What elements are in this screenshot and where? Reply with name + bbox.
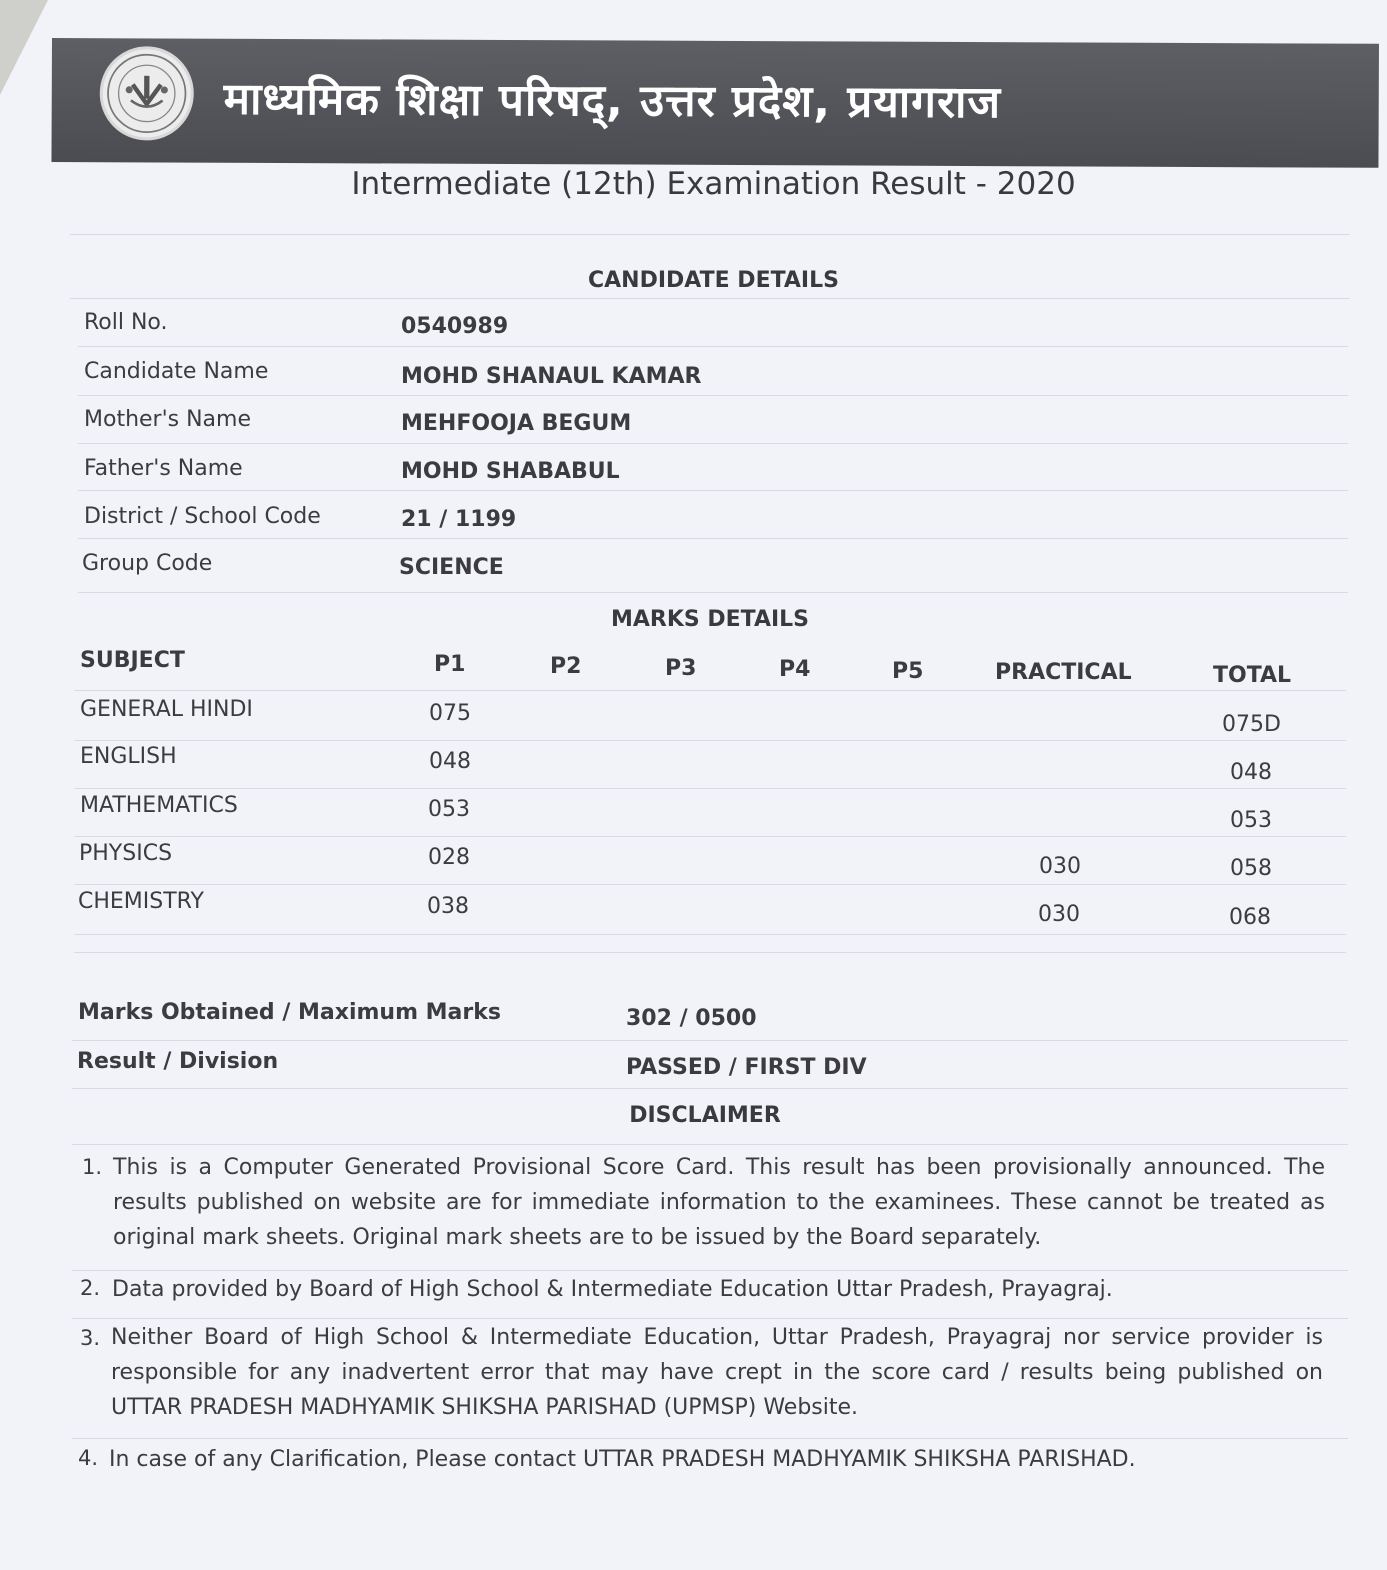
disclaimer-item-text: In case of any Clarification, Please contact UTTAR PRADESH MADHYAMIK SHIKSHA PARISHAD. [109, 1447, 1136, 1472]
p1-cell: 028 [428, 845, 470, 870]
disclaimer-item-text: Neither Board of High School & Intermediate Education, Uttar Pradesh, Prayagraj nor service provider is responsible for any inadvertent error that may have crept in the score card / results being published on UTTAR PRADESH MADHYAMIK SHIKSHA PARISHAD (UPMSP) Website. [111, 1325, 1323, 1420]
row-divider [78, 346, 1348, 347]
col-subject: SUBJECT [80, 648, 185, 673]
candidate-details-heading: CANDIDATE DETAILS [588, 268, 839, 293]
row-divider [78, 395, 1348, 396]
exam-title: Intermediate (12th) Examination Result - 2020 [351, 166, 1076, 202]
disclaimer-item-number: 1. [82, 1155, 103, 1179]
p1-cell: 048 [429, 749, 471, 774]
disclaimer-item-number: 2. [80, 1276, 101, 1300]
col-total: TOTAL [1213, 663, 1292, 688]
total-cell: 053 [1230, 808, 1272, 833]
row-divider [78, 592, 1348, 593]
row-divider [72, 1144, 1348, 1145]
candidate-name-label: Candidate Name [84, 359, 269, 384]
row-divider [74, 884, 1346, 885]
roll-no-label: Roll No. [84, 310, 168, 335]
row-divider [72, 1040, 1348, 1041]
mothers-name-label: Mother's Name [84, 407, 251, 432]
marks-details-heading: MARKS DETAILS [610, 607, 810, 632]
col-p4: P4 [779, 657, 811, 682]
row-divider [74, 788, 1346, 789]
row-divider [74, 690, 1346, 691]
practical-cell: 030 [1039, 854, 1081, 879]
divider [70, 234, 1350, 235]
subject-cell: ENGLISH [80, 744, 177, 769]
divider [70, 298, 1350, 299]
board-title: माध्यमिक शिक्षा परिषद्, उत्तर प्रदेश, प्रयागराज [223, 73, 1002, 129]
row-divider [72, 1318, 1348, 1319]
subject-cell: MATHEMATICS [80, 793, 238, 818]
district-school-code-value: 21 / 1199 [401, 507, 517, 532]
row-divider [72, 1438, 1348, 1439]
group-code-label: Group Code [82, 551, 213, 576]
fathers-name-value: MOHD SHABABUL [401, 459, 620, 484]
col-p5: P5 [892, 659, 924, 684]
row-divider [74, 836, 1346, 837]
mothers-name-value: MEHFOOJA BEGUM [401, 411, 632, 436]
col-p1: P1 [434, 652, 466, 677]
total-cell: 048 [1230, 760, 1272, 785]
disclaimer-item-number: 3. [80, 1326, 101, 1350]
col-practical: PRACTICAL [995, 660, 1132, 685]
row-divider [78, 490, 1348, 491]
p1-cell: 038 [427, 894, 469, 919]
up-government-seal-icon [100, 46, 194, 140]
result-division-value: PASSED / FIRST DIV [626, 1055, 867, 1080]
row-divider [72, 1088, 1348, 1089]
candidate-name-value: MOHD SHANAUL KAMAR [401, 364, 702, 389]
total-cell: 058 [1230, 856, 1272, 881]
practical-cell: 030 [1038, 902, 1080, 927]
row-divider [74, 740, 1346, 741]
marks-obtained-label: Marks Obtained / Maximum Marks [78, 1000, 501, 1025]
total-cell: 068 [1229, 905, 1271, 930]
district-school-code-label: District / School Code [84, 504, 321, 529]
marks-obtained-value: 302 / 0500 [626, 1006, 757, 1031]
disclaimer-item-text: Data provided by Board of High School & Intermediate Education Uttar Pradesh, Prayagraj. [112, 1277, 1113, 1302]
disclaimer-item-text: This is a Computer Generated Provisional Score Card. This result has been provisionally announced. The results published on website are for immediate information to the examinees. These cannot be treated as original mark sheets. Original mark sheets are to be issued by the Board separately. [113, 1155, 1325, 1250]
scan-page-corner [0, 0, 48, 95]
p1-cell: 053 [428, 797, 470, 822]
subject-cell: CHEMISTRY [78, 889, 204, 914]
row-divider [78, 538, 1348, 539]
p1-cell: 075 [429, 701, 471, 726]
result-division-label: Result / Division [77, 1049, 279, 1074]
disclaimer-heading: DISCLAIMER [629, 1103, 781, 1128]
row-divider [74, 934, 1346, 935]
total-cell: 075D [1222, 712, 1281, 737]
row-divider [74, 952, 1346, 953]
group-code-value: SCIENCE [399, 555, 504, 580]
fathers-name-label: Father's Name [84, 456, 243, 481]
roll-no-value: 0540989 [401, 314, 509, 339]
row-divider [72, 1270, 1348, 1271]
subject-cell: GENERAL HINDI [80, 697, 253, 722]
row-divider [78, 443, 1348, 444]
board-header [51, 38, 1379, 168]
col-p3: P3 [665, 656, 697, 681]
subject-cell: PHYSICS [79, 841, 173, 866]
col-p2: P2 [550, 654, 582, 679]
disclaimer-item-number: 4. [78, 1446, 99, 1470]
